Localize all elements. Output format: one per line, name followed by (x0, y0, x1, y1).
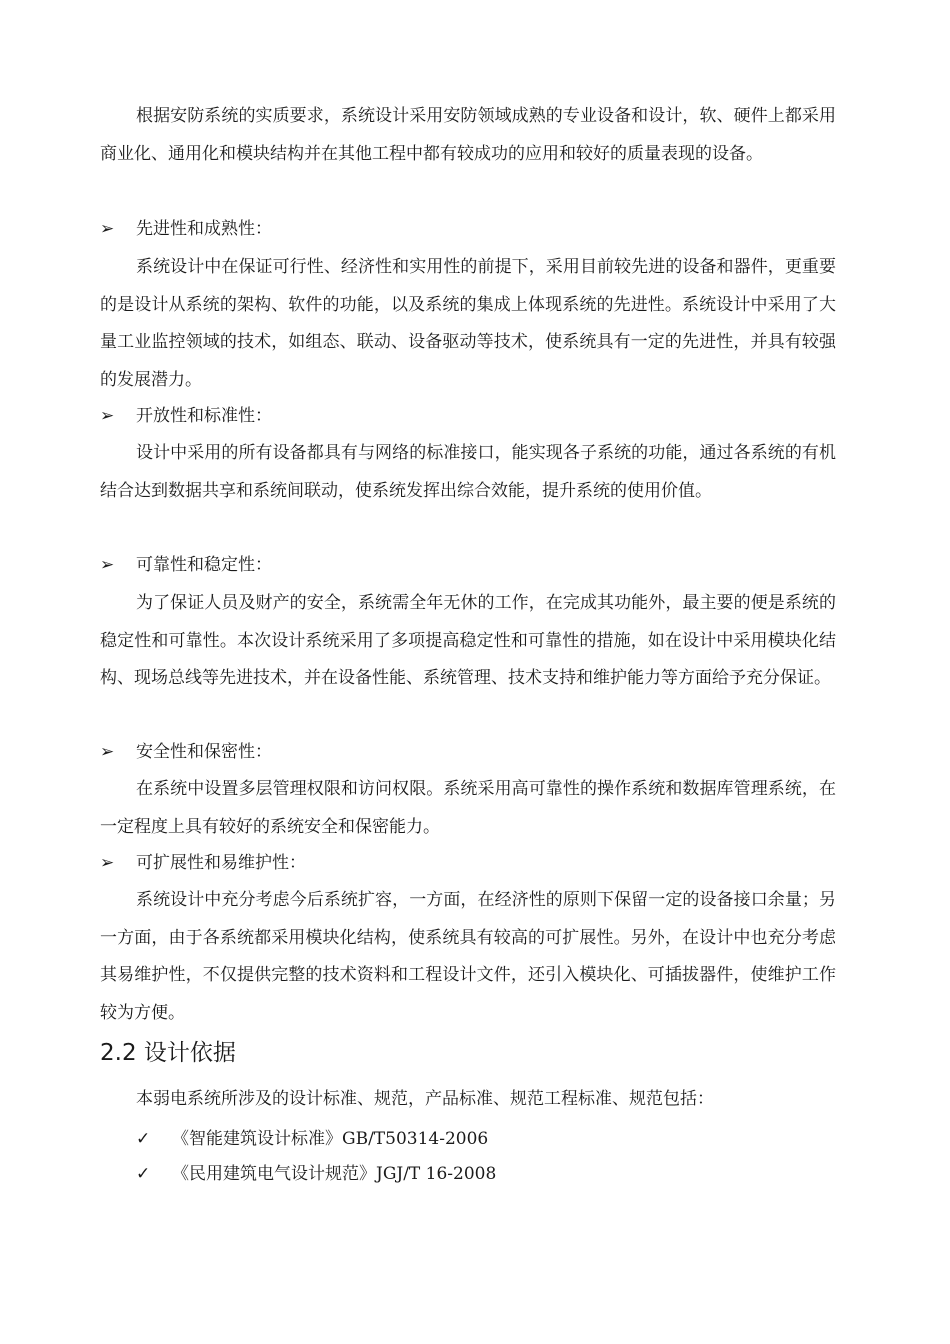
checkmark-icon: ✓ (136, 1164, 151, 1184)
bullet-label: 可靠性和稳定性： (136, 555, 272, 575)
section-heading: 2.2 设计依据 (100, 1040, 236, 1066)
standard-title: 《民用建筑电气设计规范》JGJ/T 16-2008 (172, 1164, 497, 1184)
paragraph-reliable: 为了保证人员及财产的安全，系统需全年无休的工作，在完成其功能外，最主要的便是系统的稳定性和可靠性。本次设计系统采用了多项提高稳定性和可靠性的措施，如在设计中采用模块化结构、现场总线等先进技术，并在设备性能、系统管理、技术支持和维护能力等方面给予充分保证。 (100, 593, 836, 688)
bullet-label: 先进性和成熟性： (136, 219, 272, 239)
bullet-label: 可扩展性和易维护性： (136, 853, 306, 873)
arrow-bullet-icon: ➢ (100, 742, 115, 762)
arrow-bullet-icon: ➢ (100, 555, 115, 575)
paragraph-advanced: 系统设计中在保证可行性、经济性和实用性的前提下，采用目前较先进的设备和器件，更重要的是设计从系统的架构、软件的功能，以及系统的集成上体现系统的先进性。系统设计中采用了大量工业监控领域的技术，如组态、联动、设备驱动等技术，使系统具有一定的先进性，并具有较强的发展潜力。 (100, 257, 836, 390)
bullet-label: 开放性和标准性： (136, 406, 272, 426)
paragraph-standards-intro: 本弱电系统所涉及的设计标准、规范，产品标准、规范工程标准、规范包括： (136, 1089, 714, 1109)
standard-title: 《智能建筑设计标准》GB/T50314-2006 (172, 1129, 489, 1149)
checkmark-icon: ✓ (136, 1129, 151, 1149)
arrow-bullet-icon: ➢ (100, 219, 115, 239)
paragraph-open: 设计中采用的所有设备都具有与网络的标准接口，能实现各子系统的功能，通过各系统的有机结合达到数据共享和系统间联动，使系统发挥出综合效能，提升系统的使用价值。 (100, 443, 836, 501)
arrow-bullet-icon: ➢ (100, 853, 115, 873)
paragraph-mature-requirements: 根据安防系统的实质要求，系统设计采用安防领域成熟的专业设备和设计，软、硬件上都采用商业化、通用化和模块结构并在其他工程中都有较成功的应用和较好的质量表现的设备。 (100, 106, 836, 164)
paragraph-scalable: 系统设计中充分考虑今后系统扩容，一方面，在经济性的原则下保留一定的设备接口余量；另一方面，由于各系统都采用模块化结构，使系统具有较高的可扩展性。另外，在设计中也充分考虑其易维护性，不仅提供完整的技术资料和工程设计文件，还引入模块化、可插拔器件，使维护工作较为方便。 (100, 890, 836, 1023)
arrow-bullet-icon: ➢ (100, 406, 115, 426)
paragraph-security: 在系统中设置多层管理权限和访问权限。系统采用高可靠性的操作系统和数据库管理系统，在一定程度上具有较好的系统安全和保密能力。 (100, 779, 836, 837)
bullet-label: 安全性和保密性： (136, 742, 272, 762)
